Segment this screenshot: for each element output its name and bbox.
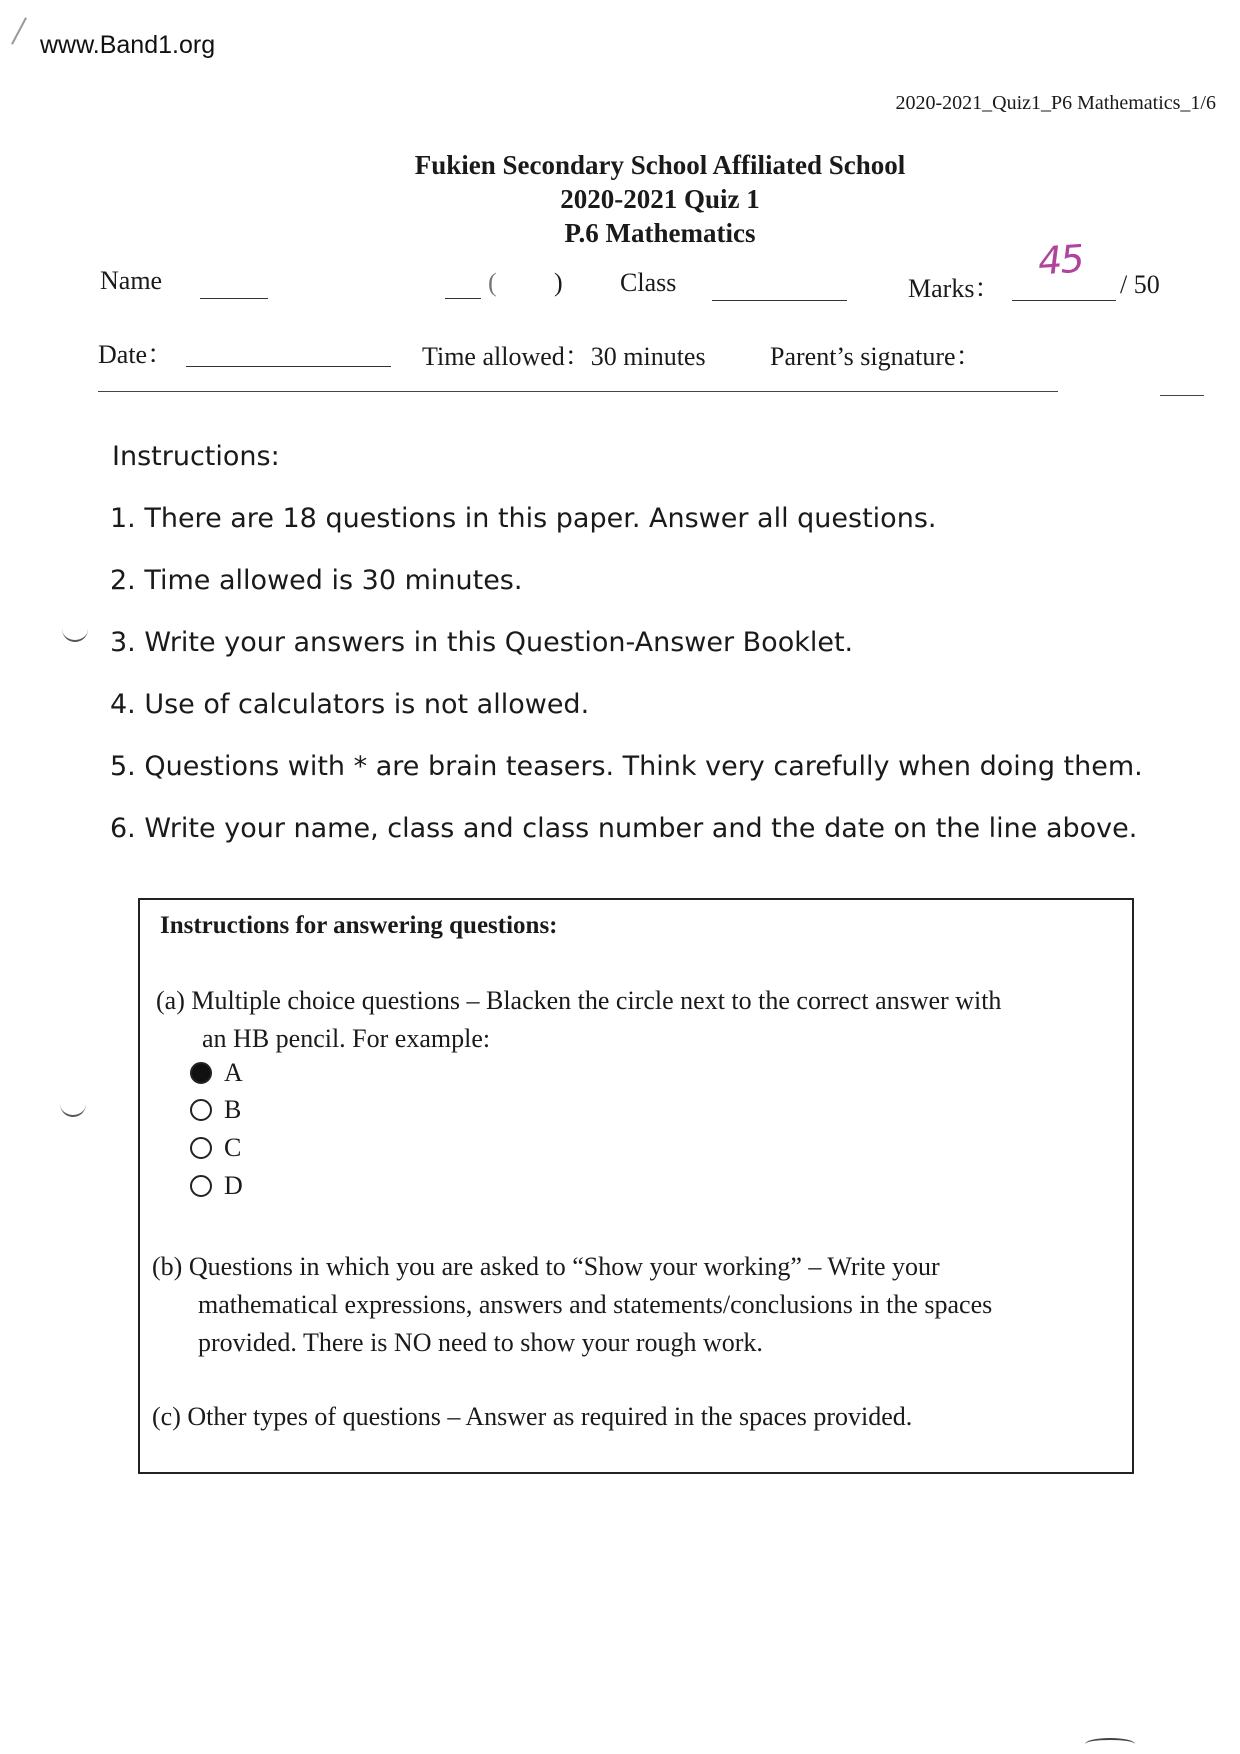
part-b-line-3: provided. There is NO need to show your rough work. [198,1328,763,1357]
header-divider [98,391,1058,392]
class-field[interactable] [712,300,847,301]
empty-circle-icon [190,1137,212,1159]
part-a-line-2: an HB pencil. For example: [202,1024,491,1053]
instructions-heading: Instructions: [112,441,280,472]
name-field[interactable] [200,298,268,299]
answering-box-heading: Instructions for answering questions: [160,912,558,939]
example-option-a[interactable] [190,1058,243,1088]
subject-title: P.6 Mathematics [564,218,756,248]
class-number-close: ) [554,268,563,297]
page-code: 2020-2021_Quiz1_P6 Mathematics_1/6 [895,92,1216,114]
empty-circle-icon [190,1099,212,1121]
class-number-open: ( [488,268,497,297]
option-label: C [224,1133,242,1162]
part-a-text [156,982,1121,1058]
part-c-text: (c) Other types of questions – Answer as required in the spaces provided. [152,1402,913,1431]
time-allowed: Time allowed：30 minutes [422,342,706,371]
school-name: Fukien Secondary School Affiliated School [414,150,906,180]
instruction-item: 2. Time allowed is 30 minutes. [110,565,523,596]
instruction-item: 1. There are 18 questions in this paper. Answer all questions. [110,503,937,534]
marks-label: Marks： [908,274,1001,303]
instruction-item: 4. Use of calculators is not allowed. [110,689,590,720]
date-field[interactable] [186,366,391,367]
part-b-text [152,1248,1122,1362]
option-label: B [224,1095,242,1124]
scan-mark [1085,1738,1135,1750]
marks-field[interactable] [1012,300,1116,301]
check-mark-icon [60,1103,86,1117]
header-divider-tail [1160,395,1204,396]
date-label: Date： [98,340,174,369]
example-option-c[interactable] [190,1133,241,1163]
exam-title: 2020-2021 Quiz 1 [560,184,760,214]
name-label: Name [100,266,163,295]
instruction-item: 5. Questions with * are brain teasers. Think very carefully when doing them. [110,751,1143,782]
part-a-line-1: (a) Multiple choice questions – Blacken the circle next to the correct answer with [156,986,1002,1015]
example-option-d[interactable] [190,1171,243,1201]
part-b-line-1: (b) Questions in which you are asked to “Show your working” – Write your [152,1252,940,1281]
class-label: Class [620,268,677,297]
instruction-item: 6. Write your name, class and class number and the date on the line above. [110,813,1138,844]
check-mark-icon [62,628,88,642]
instruction-item: 3. Write your answers in this Question-Answer Booklet. [110,627,854,658]
option-label: D [224,1171,243,1200]
empty-circle-icon [190,1175,212,1197]
name-field-end[interactable] [445,298,481,299]
pen-mark [11,17,27,44]
marks-total: / 50 [1120,270,1160,299]
marks-score: 45 [1036,236,1084,284]
parent-signature-label: Parent’s signature： [770,342,982,371]
watermark: www.Band1.org [40,31,216,59]
part-b-line-2: mathematical expressions, answers and statements/conclusions in the spaces [198,1290,993,1319]
example-option-b[interactable] [190,1095,241,1125]
filled-circle-icon [190,1062,212,1084]
option-label: A [224,1058,243,1087]
